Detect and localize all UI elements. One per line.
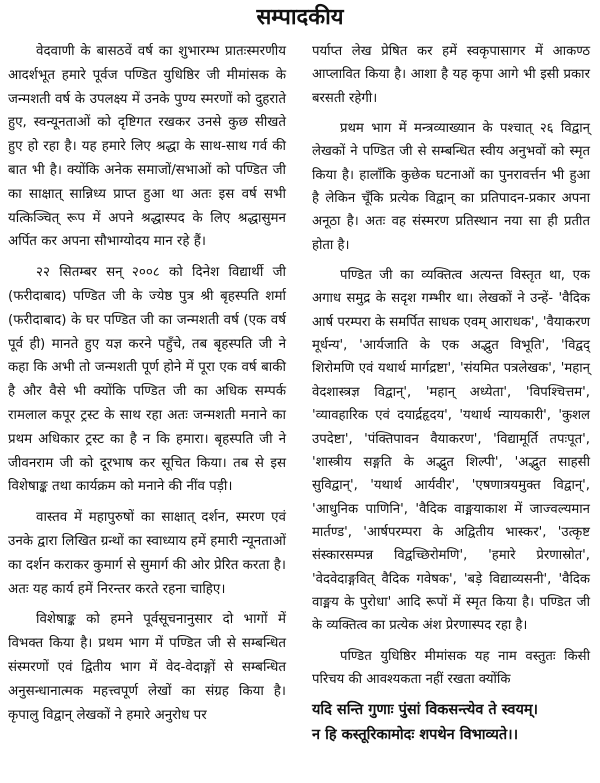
paragraph: पण्डित युधिष्ठिर मीमांसक यह नाम वस्तुतः किसी परिचय की आवश्यकता नहीं रखता क्योंकि — [312, 648, 590, 687]
verse-line: यदि सन्ति गुणाः पुंसां विकसन्त्येव ते स्वयम्। — [312, 702, 539, 719]
paragraph: वास्तव में महापुरुषों का साक्षात् दर्शन, स्मरण एवं उनके द्वारा लिखित ग्रन्थों का स्वाध्याय हमें हमारी न्यूनताओं का दर्शन कराकर कुमार्ग से सुमार्ग की ओर प्रेरित करता है। अतः यह कार्य हमें निरन्तर करते रहना चाहिए। — [8, 510, 286, 597]
paragraph: प्रथम भाग में मन्त्रव्याख्यान के पश्चात् २६ विद्वान् लेखकों ने पण्डित जी से सम्बन्धित स्वीय अनुभवों को स्मृत किया है। हालाँकि कुछेक घटनाओं का पुनरावर्त्तन भी हुआ है लेकिन चूँकि प्रत्येक विद्वान् का प्रतिपादन-प्रकार अपना अनूठा है। अतः वह संस्मरण प्रतिस्थान नया सा ही प्रतीत होता है। — [312, 121, 590, 253]
verse-line: न हि कस्तूरिकामोदः शपथेन विभाव्यते।। — [312, 727, 519, 744]
sanskrit-verse — [312, 698, 590, 748]
paragraph: पर्याप्त लेख प्रेषित कर हमें स्वकृपासागर में आकण्ठ आप्लावित किया है। आशा है यह कृपा आगे भी इसी प्रकार बरसती रहेगी। — [312, 44, 590, 106]
paragraph: पण्डित जी का व्यक्तित्व अत्यन्त विस्तृत था, एक अगाध समुद्र के सदृश गम्भीर था। लेखकों ने उन्हें- 'वैदिक आर्ष परम्परा के समर्पित साधक एवम् आराधक', 'वैयाकरण मूर्धन्य', 'आर्यजाति के एक अद्भुत विभूति', 'विद्वद् शिरोमणि एवं यथार्थ मार्गद्रष्टा', 'संयमित पत्रलेखक', 'महान् वेदशास्त्रज्ञ विद्वान्', 'महान् अध्येता', 'विपश्चित्तम', 'व्यावहारिक एवं दयार्द्रहृदय', 'यथार्थ न्यायकारी', 'कुशल उपदेष्टा', 'पंक्तिपावन वैयाकरण', 'विद्यामूर्ति तपःपूत', 'शास्त्रीय सङ्गति के अद्भुत शिल्पी', 'अद्भुत साहसी सुविद्वान्', 'यथार्थ आर्यवीर', 'एषणात्रयमुक्त विद्वान्', 'आधुनिक पाणिनि', 'वैदिक वाङ्मयाकाश में जाज्वल्यमान मार्तण्ड', 'आर्षपरम्परा के अद्वितीय भास्कर', 'उत्कृष्ट संस्कारसम्पन्न विद्वच्छिरोमणि', 'हमारे प्रेरणास्रोत', 'वेदवेदाङ्गवित् वैदिक गवेषक', 'बड़े विद्याव्यसनी', 'वैदिक वाङ्मय के पुरोधा' आदि रूपों में स्मृत किया है। पण्डित जी के व्यक्तित्व का प्रत्येक अंश प्रेरणास्पद रहा है। — [312, 268, 590, 634]
paragraph: २२ सितम्बर सन् २००८ को दिनेश विद्यार्थी जी (फरीदाबाद) पण्डित जी के ज्येष्ठ पुत्र श्री बृहस्पति शर्मा (फरीदाबाद) के घर पण्डित जी का जन्मशती वर्ष (एक वर्ष पूर्व ही) मानते हुए यज्ञ करने पहुँचे, तब बृहस्पति जी ने कहा कि अभी तो जन्मशती पूर्ण होने में पूरा एक वर्ष बाकी है और वैसे भी क्योंकि पण्डित जी का अधिक सम्पर्क रामलाल कपूर ट्रस्ट के साथ रहा अतः जन्मशती मनाने का प्रथम अधिकार ट्रस्ट का है न कि हमारा। बृहस्पति जी ने जीवनराम जी को दूरभाष कर सूचित किया। तब से इस विशेषाङ्क तथा कार्यक्रम को मनाने की नींव पड़ी। — [8, 265, 286, 495]
page-title: सम्पादकीय — [256, 5, 344, 30]
paragraph: विशेषाङ्क को हमने पूर्वसूचनानुसार दो भागों में विभक्त किया है। प्रथम भाग में पण्डित जी से सम्बन्धित संस्मरणों एवं द्वितीय भाग में वेद-वेदाङ्गों से सम्बन्धित अनुसन्धानात्मक महत्त्वपूर्ण लेखों का संग्रह किया है। कृपालु विद्वान् लेखकों ने हमारे अनुरोध पर — [8, 612, 286, 723]
paragraph: वेदवाणी के बासठवें वर्ष का शुभारम्भ प्रातःस्मरणीय आदर्शभूत हमारे पूर्वज पण्डित युधिष्ठिर जी मीमांसक के जन्मशती वर्ष के उपलक्ष्य में उनके पुण्य स्मरणों को दुहराते हुए, स्वन्यूनताओं को दृष्टिगत रखकर उनसे कुछ सीखते हुए हो रहा है। यह हमारे लिए श्रद्धा के साथ-साथ गर्व की बात भी है। क्योंकि अनेक समाजों/सभाओं को पण्डित जी का साक्षात् सान्निध्य प्राप्त हुआ था अतः इस वर्ष सभी यत्किञ्चित् रूप में अपने श्रद्धास्पद के लिए श्रद्धासुमन अर्पित कर अपना सौभाग्योदय मान रहे हैं। — [8, 44, 286, 250]
left-column — [8, 40, 286, 734]
right-column — [312, 40, 590, 748]
